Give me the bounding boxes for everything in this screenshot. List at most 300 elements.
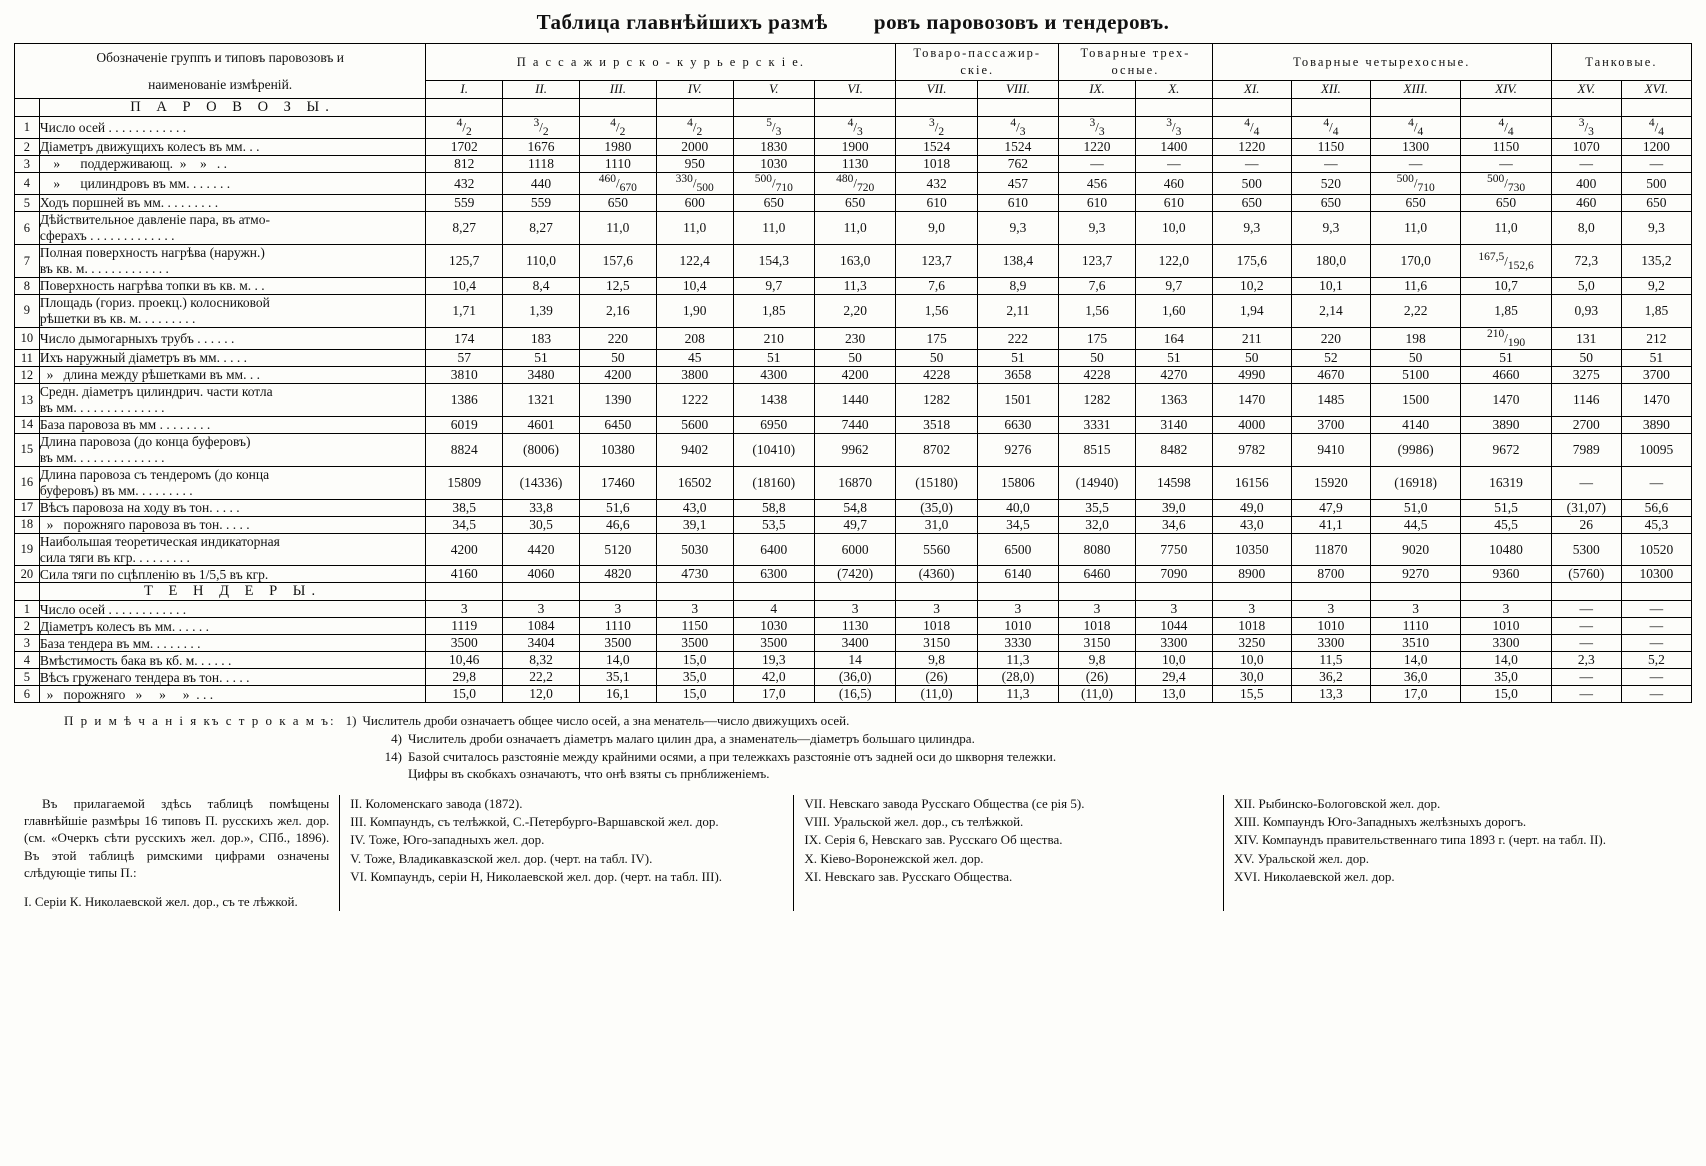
cell-5: (10410) (733, 433, 814, 466)
note-item (14, 765, 1692, 783)
cell-10: 39,0 (1135, 499, 1212, 516)
cell-10: 9,7 (1135, 278, 1212, 295)
cell-15: (31,07) (1551, 499, 1621, 516)
cell-12: 15920 (1291, 466, 1370, 499)
column-roman-11: XI. (1212, 80, 1291, 98)
cell-5: 210 (733, 327, 814, 349)
cell-13: 198 (1370, 327, 1460, 349)
legend-entry: XII. Рыбинско-Бологовской жел. дор. (1234, 795, 1441, 811)
cell-2: 1084 (503, 618, 580, 635)
section-row-locomotives (15, 99, 1692, 117)
cell-7: 1282 (896, 384, 977, 417)
cell-14: 51 (1461, 350, 1551, 367)
page-title (14, 10, 1692, 35)
cell-2: 110,0 (503, 245, 580, 278)
cell-16: 9,2 (1621, 278, 1691, 295)
cell-16: — (1621, 156, 1691, 173)
cell-10: 7090 (1135, 566, 1212, 583)
cell-9: — (1059, 156, 1136, 173)
legend-column-3 (794, 795, 1224, 912)
group-header-4: Товарные четырехосные. (1212, 44, 1551, 81)
cell-8: 8,9 (977, 278, 1058, 295)
table-row (15, 669, 1692, 686)
cell-3: 4820 (579, 566, 656, 583)
cell-13: 11,6 (1370, 278, 1460, 295)
row-index: 13 (15, 384, 40, 417)
cell-4: 9402 (656, 433, 733, 466)
table-row (15, 295, 1692, 328)
cell-6: 1900 (814, 139, 895, 156)
cell-9: 1282 (1059, 384, 1136, 417)
cell-11: 9782 (1212, 433, 1291, 466)
cell-12 (1291, 583, 1370, 601)
table-row (15, 566, 1692, 583)
row-index: 1 (15, 601, 40, 618)
table-row (15, 652, 1692, 669)
row-label: » цилиндровъ въ мм. . . . . . . (39, 173, 425, 195)
cell-4: 16502 (656, 466, 733, 499)
cell-3: 4200 (579, 367, 656, 384)
cell-4: 43,0 (656, 499, 733, 516)
cell-3: 3500 (579, 635, 656, 652)
cell-5: 4300 (733, 367, 814, 384)
cell-8: 11,3 (977, 652, 1058, 669)
note-item (14, 712, 1692, 730)
cell-16: 4/4 (1621, 117, 1691, 139)
cell-16: 45,3 (1621, 516, 1691, 533)
cell-3: 1980 (579, 139, 656, 156)
row-index: 19 (15, 533, 40, 566)
cell-12: 10,1 (1291, 278, 1370, 295)
column-roman-10: X. (1135, 80, 1212, 98)
note-text: Числитель дроби означаетъ діаметръ малаго цилин дра, а знаменатель—діаметръ большаго цилиндра. (408, 731, 975, 747)
cell-13 (1370, 99, 1460, 117)
table-row (15, 516, 1692, 533)
cell-13: 2,22 (1370, 295, 1460, 328)
cell-3: 46,6 (579, 516, 656, 533)
row-label: » порожняго паровоза въ тон. . . . . (39, 516, 425, 533)
cell-7 (896, 583, 977, 601)
cell-11: 8900 (1212, 566, 1291, 583)
cell-6: (16,5) (814, 686, 895, 703)
cell-5: 17,0 (733, 686, 814, 703)
cell-12: 47,9 (1291, 499, 1370, 516)
cell-16: 1470 (1621, 384, 1691, 417)
cell-2: 3 (503, 601, 580, 618)
cell-15: — (1551, 466, 1621, 499)
cell-8: 457 (977, 173, 1058, 195)
cell-13: 36,0 (1370, 669, 1460, 686)
cell-13: 170,0 (1370, 245, 1460, 278)
cell-13: — (1370, 156, 1460, 173)
table-row (15, 384, 1692, 417)
cell-12: 36,2 (1291, 669, 1370, 686)
column-roman-8: VIII. (977, 80, 1058, 98)
cell-7: 1524 (896, 139, 977, 156)
cell-2: 51 (503, 350, 580, 367)
cell-2: 8,4 (503, 278, 580, 295)
legend-entry: VI. Компаундъ, серіи Н, Николаевской жел. дор. (черт. на табл. III). (350, 868, 723, 884)
cell-13: (16918) (1370, 466, 1460, 499)
cell-1: 812 (426, 156, 503, 173)
cell-14: 210/190 (1461, 327, 1551, 349)
cell-1: 15,0 (426, 686, 503, 703)
cell-16: 51 (1621, 350, 1691, 367)
cell-13: 650 (1370, 195, 1460, 212)
cell-1: 1702 (426, 139, 503, 156)
cell-15: 131 (1551, 327, 1621, 349)
column-roman-1: I. (426, 80, 503, 98)
row-index: 5 (15, 195, 40, 212)
cell-10: 1,60 (1135, 295, 1212, 328)
cell-7: 5560 (896, 533, 977, 566)
row-index: 8 (15, 278, 40, 295)
cell-16: 500 (1621, 173, 1691, 195)
cell-10: 1363 (1135, 384, 1212, 417)
table-row (15, 117, 1692, 139)
cell-11: 9,3 (1212, 212, 1291, 245)
cell-12: 9410 (1291, 433, 1370, 466)
row-label: Діаметръ колесъ въ мм. . . . . . (39, 618, 425, 635)
row-index: 4 (15, 652, 40, 669)
cell-12: 8700 (1291, 566, 1370, 583)
cell-2: 30,5 (503, 516, 580, 533)
cell-12: 4/4 (1291, 117, 1370, 139)
cell-9: 50 (1059, 350, 1136, 367)
note-number: 14) (384, 748, 402, 764)
cell-8: 11,3 (977, 686, 1058, 703)
cell-14: 45,5 (1461, 516, 1551, 533)
cell-16: 1200 (1621, 139, 1691, 156)
cell-15: 50 (1551, 350, 1621, 367)
cell-11: 50 (1212, 350, 1291, 367)
cell-1: 3 (426, 601, 503, 618)
cell-8: 762 (977, 156, 1058, 173)
cell-9: 9,3 (1059, 212, 1136, 245)
cell-3: 6450 (579, 416, 656, 433)
cell-9: 9,8 (1059, 652, 1136, 669)
cell-7: 8702 (896, 433, 977, 466)
cell-12: 1010 (1291, 618, 1370, 635)
cell-8: 2,11 (977, 295, 1058, 328)
cell-8: 9,3 (977, 212, 1058, 245)
cell-14: 10480 (1461, 533, 1551, 566)
cell-14: 4/4 (1461, 117, 1551, 139)
cell-6: 1440 (814, 384, 895, 417)
cell-11: 500 (1212, 173, 1291, 195)
table-row (15, 350, 1692, 367)
cell-14: — (1461, 156, 1551, 173)
legend-entry: IX. Серія 6, Невскаго зав. Русскаго Об щества. (804, 832, 1063, 848)
cell-6: 230 (814, 327, 895, 349)
cell-2: 4601 (503, 416, 580, 433)
cell-1: 6019 (426, 416, 503, 433)
table-row (15, 686, 1692, 703)
row-label: Сила тяги по сцѣпленію въ 1/5,5 въ кгр. (39, 566, 425, 583)
cell-12: 2,14 (1291, 295, 1370, 328)
note-number: 4) (391, 731, 402, 747)
row-label: Площадь (гориз. проекц.) колосниковой рѣшетки въ кв. м. . . . . . . . . (39, 295, 425, 328)
group-header-2: Товаро-пассажир- скіе. (896, 44, 1059, 81)
cell-1: 10,46 (426, 652, 503, 669)
group-header-1: П а с с а ж и р с к о - к у р ь е р с к і е. (426, 44, 896, 81)
column-roman-6: VI. (814, 80, 895, 98)
cell-6: 3400 (814, 635, 895, 652)
cell-9: (11,0) (1059, 686, 1136, 703)
cell-4: 2000 (656, 139, 733, 156)
cell-1: 4200 (426, 533, 503, 566)
section-title: П А Р О В О З Ы. (39, 99, 425, 117)
cell-15: 2700 (1551, 416, 1621, 433)
cell-14: 10,7 (1461, 278, 1551, 295)
column-roman-9: IX. (1059, 80, 1136, 98)
cell-3: 3 (579, 601, 656, 618)
cell-10: 3/3 (1135, 117, 1212, 139)
cell-1: 432 (426, 173, 503, 195)
row-label: Длина паровоза (до конца буферовъ) въ мм. . . . . . . . . . . . . . (39, 433, 425, 466)
column-roman-14: XIV. (1461, 80, 1551, 98)
cell-15 (1551, 583, 1621, 601)
table-row (15, 195, 1692, 212)
cell-11: 650 (1212, 195, 1291, 212)
cell-11: 10350 (1212, 533, 1291, 566)
cell-3: 16,1 (579, 686, 656, 703)
cell-3: 51,6 (579, 499, 656, 516)
cell-10: 122,0 (1135, 245, 1212, 278)
cell-3: 11,0 (579, 212, 656, 245)
cell-14 (1461, 583, 1551, 601)
cell-10: 460 (1135, 173, 1212, 195)
cell-1: 3500 (426, 635, 503, 652)
section-title: Т Е Н Д Е Р Ы. (39, 583, 425, 601)
cell-15: — (1551, 156, 1621, 173)
cell-15: — (1551, 669, 1621, 686)
cell-15: — (1551, 601, 1621, 618)
cell-14: 500/730 (1461, 173, 1551, 195)
note-text: Числитель дроби означаетъ общее число осей, а зна менатель—число движущихъ осей. (362, 713, 850, 729)
cell-7: 50 (896, 350, 977, 367)
legend-entry: XIII. Компаундъ Юго-Западныхъ желѣзныхъ дорогъ. (1234, 813, 1527, 829)
cell-12: 13,3 (1291, 686, 1370, 703)
cell-7: 3150 (896, 635, 977, 652)
table-row (15, 466, 1692, 499)
row-index: 11 (15, 350, 40, 367)
table-row (15, 533, 1692, 566)
cell-9: 6460 (1059, 566, 1136, 583)
cell-4: 1,90 (656, 295, 733, 328)
cell-4: 45 (656, 350, 733, 367)
cell-5: 3500 (733, 635, 814, 652)
cell-11: 175,6 (1212, 245, 1291, 278)
cell-1: 3810 (426, 367, 503, 384)
cell-16: 1,85 (1621, 295, 1691, 328)
row-label: » порожняго » » » . . . (39, 686, 425, 703)
legend-entry: X. Кіево-Воронежской жел. дор. (804, 850, 984, 866)
cell-3: 10380 (579, 433, 656, 466)
row-index: 3 (15, 156, 40, 173)
row-index: 3 (15, 635, 40, 652)
cell-5: 53,5 (733, 516, 814, 533)
cell-15: 2,3 (1551, 652, 1621, 669)
column-roman-4: IV. (656, 80, 733, 98)
cell-7: 610 (896, 195, 977, 212)
row-index: 10 (15, 327, 40, 349)
cell-4: 5030 (656, 533, 733, 566)
cell-8: 9276 (977, 433, 1058, 466)
cell-5: 6950 (733, 416, 814, 433)
cell-5: 1,85 (733, 295, 814, 328)
table-row (15, 173, 1692, 195)
cell-8: 15806 (977, 466, 1058, 499)
cell-16: 10520 (1621, 533, 1691, 566)
cell-4: 4730 (656, 566, 733, 583)
cell-4: 1222 (656, 384, 733, 417)
cell-11: 1,94 (1212, 295, 1291, 328)
cell-13: 5100 (1370, 367, 1460, 384)
cell-5: (18160) (733, 466, 814, 499)
cell-15: 5300 (1551, 533, 1621, 566)
cell-8: 40,0 (977, 499, 1058, 516)
legend-entry: XV. Уральской жел. дор. (1234, 850, 1370, 866)
cell-15: 7989 (1551, 433, 1621, 466)
cell-2: 4420 (503, 533, 580, 566)
legend-entry: XI. Невскаго зав. Русскаго Общества. (804, 868, 1013, 884)
column-roman-16: XVI. (1621, 80, 1691, 98)
cell-13: 4/4 (1370, 117, 1460, 139)
row-index: 9 (15, 295, 40, 328)
row-label: Число дымогарныхъ трубъ . . . . . . (39, 327, 425, 349)
cell-3: 35,1 (579, 669, 656, 686)
cell-9 (1059, 99, 1136, 117)
cell-1: 1,71 (426, 295, 503, 328)
cell-9: 456 (1059, 173, 1136, 195)
cell-4: 4/2 (656, 117, 733, 139)
table-row (15, 635, 1692, 652)
cell-10: 51 (1135, 350, 1212, 367)
cell-13: 500/710 (1370, 173, 1460, 195)
cell-11: 211 (1212, 327, 1291, 349)
cell-10: 3 (1135, 601, 1212, 618)
row-label: Вмѣстимость бака въ кб. м. . . . . . (39, 652, 425, 669)
note-text: Цифры въ скобкахъ означаютъ, что онѣ взяты съ прнближеніемъ. (408, 766, 770, 782)
cell-7: (35,0) (896, 499, 977, 516)
cell-5: 42,0 (733, 669, 814, 686)
cell-16: 3700 (1621, 367, 1691, 384)
cell-1: 8,27 (426, 212, 503, 245)
note-number (14, 765, 408, 783)
cell-9: (26) (1059, 669, 1136, 686)
legend-entry: III. Компаундъ, съ телѣжкой, С.-Петербурго-Варшавской жел. дор. (350, 813, 719, 829)
table-row (15, 212, 1692, 245)
cell-16: — (1621, 466, 1691, 499)
table-row (15, 618, 1692, 635)
cell-13: 3510 (1370, 635, 1460, 652)
cell-11: 10,0 (1212, 652, 1291, 669)
notes-block (14, 712, 1692, 782)
notes-list (14, 712, 1692, 782)
cell-1: 38,5 (426, 499, 503, 516)
cell-2: 1118 (503, 156, 580, 173)
cell-14: 16319 (1461, 466, 1551, 499)
row-index: 17 (15, 499, 40, 516)
cell-6: 11,0 (814, 212, 895, 245)
cell-8: 1010 (977, 618, 1058, 635)
cell-8: 51 (977, 350, 1058, 367)
cell-9: 35,5 (1059, 499, 1136, 516)
row-label: Поверхность нагрѣва топки въ кв. м. . . (39, 278, 425, 295)
cell-5: 11,0 (733, 212, 814, 245)
cell-16: 135,2 (1621, 245, 1691, 278)
cell-2: 3/2 (503, 117, 580, 139)
row-index: 5 (15, 669, 40, 686)
cell-10: 1400 (1135, 139, 1212, 156)
cell-9: 123,7 (1059, 245, 1136, 278)
cell-14 (1461, 99, 1551, 117)
column-roman-13: XIII. (1370, 80, 1460, 98)
cell-6: 650 (814, 195, 895, 212)
cell-7: 432 (896, 173, 977, 195)
cell-9: 1018 (1059, 618, 1136, 635)
cell-5: 1438 (733, 384, 814, 417)
cell-2: 22,2 (503, 669, 580, 686)
column-roman-2: II. (503, 80, 580, 98)
cell-10 (1135, 99, 1212, 117)
cell-13: 50 (1370, 350, 1460, 367)
cell-3: 460/670 (579, 173, 656, 195)
row-label: База паровоза въ мм . . . . . . . . (39, 416, 425, 433)
cell-6: 11,3 (814, 278, 895, 295)
legend-entry: XVI. Николаевской жел. дор. (1234, 868, 1395, 884)
row-label: » поддерживающ. » » . . (39, 156, 425, 173)
row-index: 20 (15, 566, 40, 583)
cell-9: 8515 (1059, 433, 1136, 466)
table-row (15, 156, 1692, 173)
cell-6: 1130 (814, 618, 895, 635)
cell-6: 16870 (814, 466, 895, 499)
cell-1: 174 (426, 327, 503, 349)
cell-3: 1390 (579, 384, 656, 417)
cell-6: 4/3 (814, 117, 895, 139)
cell-14: 11,0 (1461, 212, 1551, 245)
cell-1: 29,8 (426, 669, 503, 686)
cell-6: 1130 (814, 156, 895, 173)
cell-16: 3890 (1621, 416, 1691, 433)
cell-14: 3300 (1461, 635, 1551, 652)
cell-3: 1110 (579, 618, 656, 635)
row-label: » длина между рѣшетками въ мм. . . (39, 367, 425, 384)
cell-7: (15180) (896, 466, 977, 499)
cell-11: 4000 (1212, 416, 1291, 433)
cell-1: 1386 (426, 384, 503, 417)
cell-10: 13,0 (1135, 686, 1212, 703)
cell-13: 1500 (1370, 384, 1460, 417)
cell-4: 10,4 (656, 278, 733, 295)
cell-14: 14,0 (1461, 652, 1551, 669)
cell-5: 1030 (733, 156, 814, 173)
cell-6 (814, 99, 895, 117)
cell-11: — (1212, 156, 1291, 173)
column-roman-7: VII. (896, 80, 977, 98)
cell-9: 32,0 (1059, 516, 1136, 533)
cell-15: 1146 (1551, 384, 1621, 417)
row-index: 6 (15, 686, 40, 703)
cell-12: 1150 (1291, 139, 1370, 156)
cell-14: 3890 (1461, 416, 1551, 433)
cell-9: 7,6 (1059, 278, 1136, 295)
cell-4: 122,4 (656, 245, 733, 278)
cell-3: 220 (579, 327, 656, 349)
cell-6: (36,0) (814, 669, 895, 686)
